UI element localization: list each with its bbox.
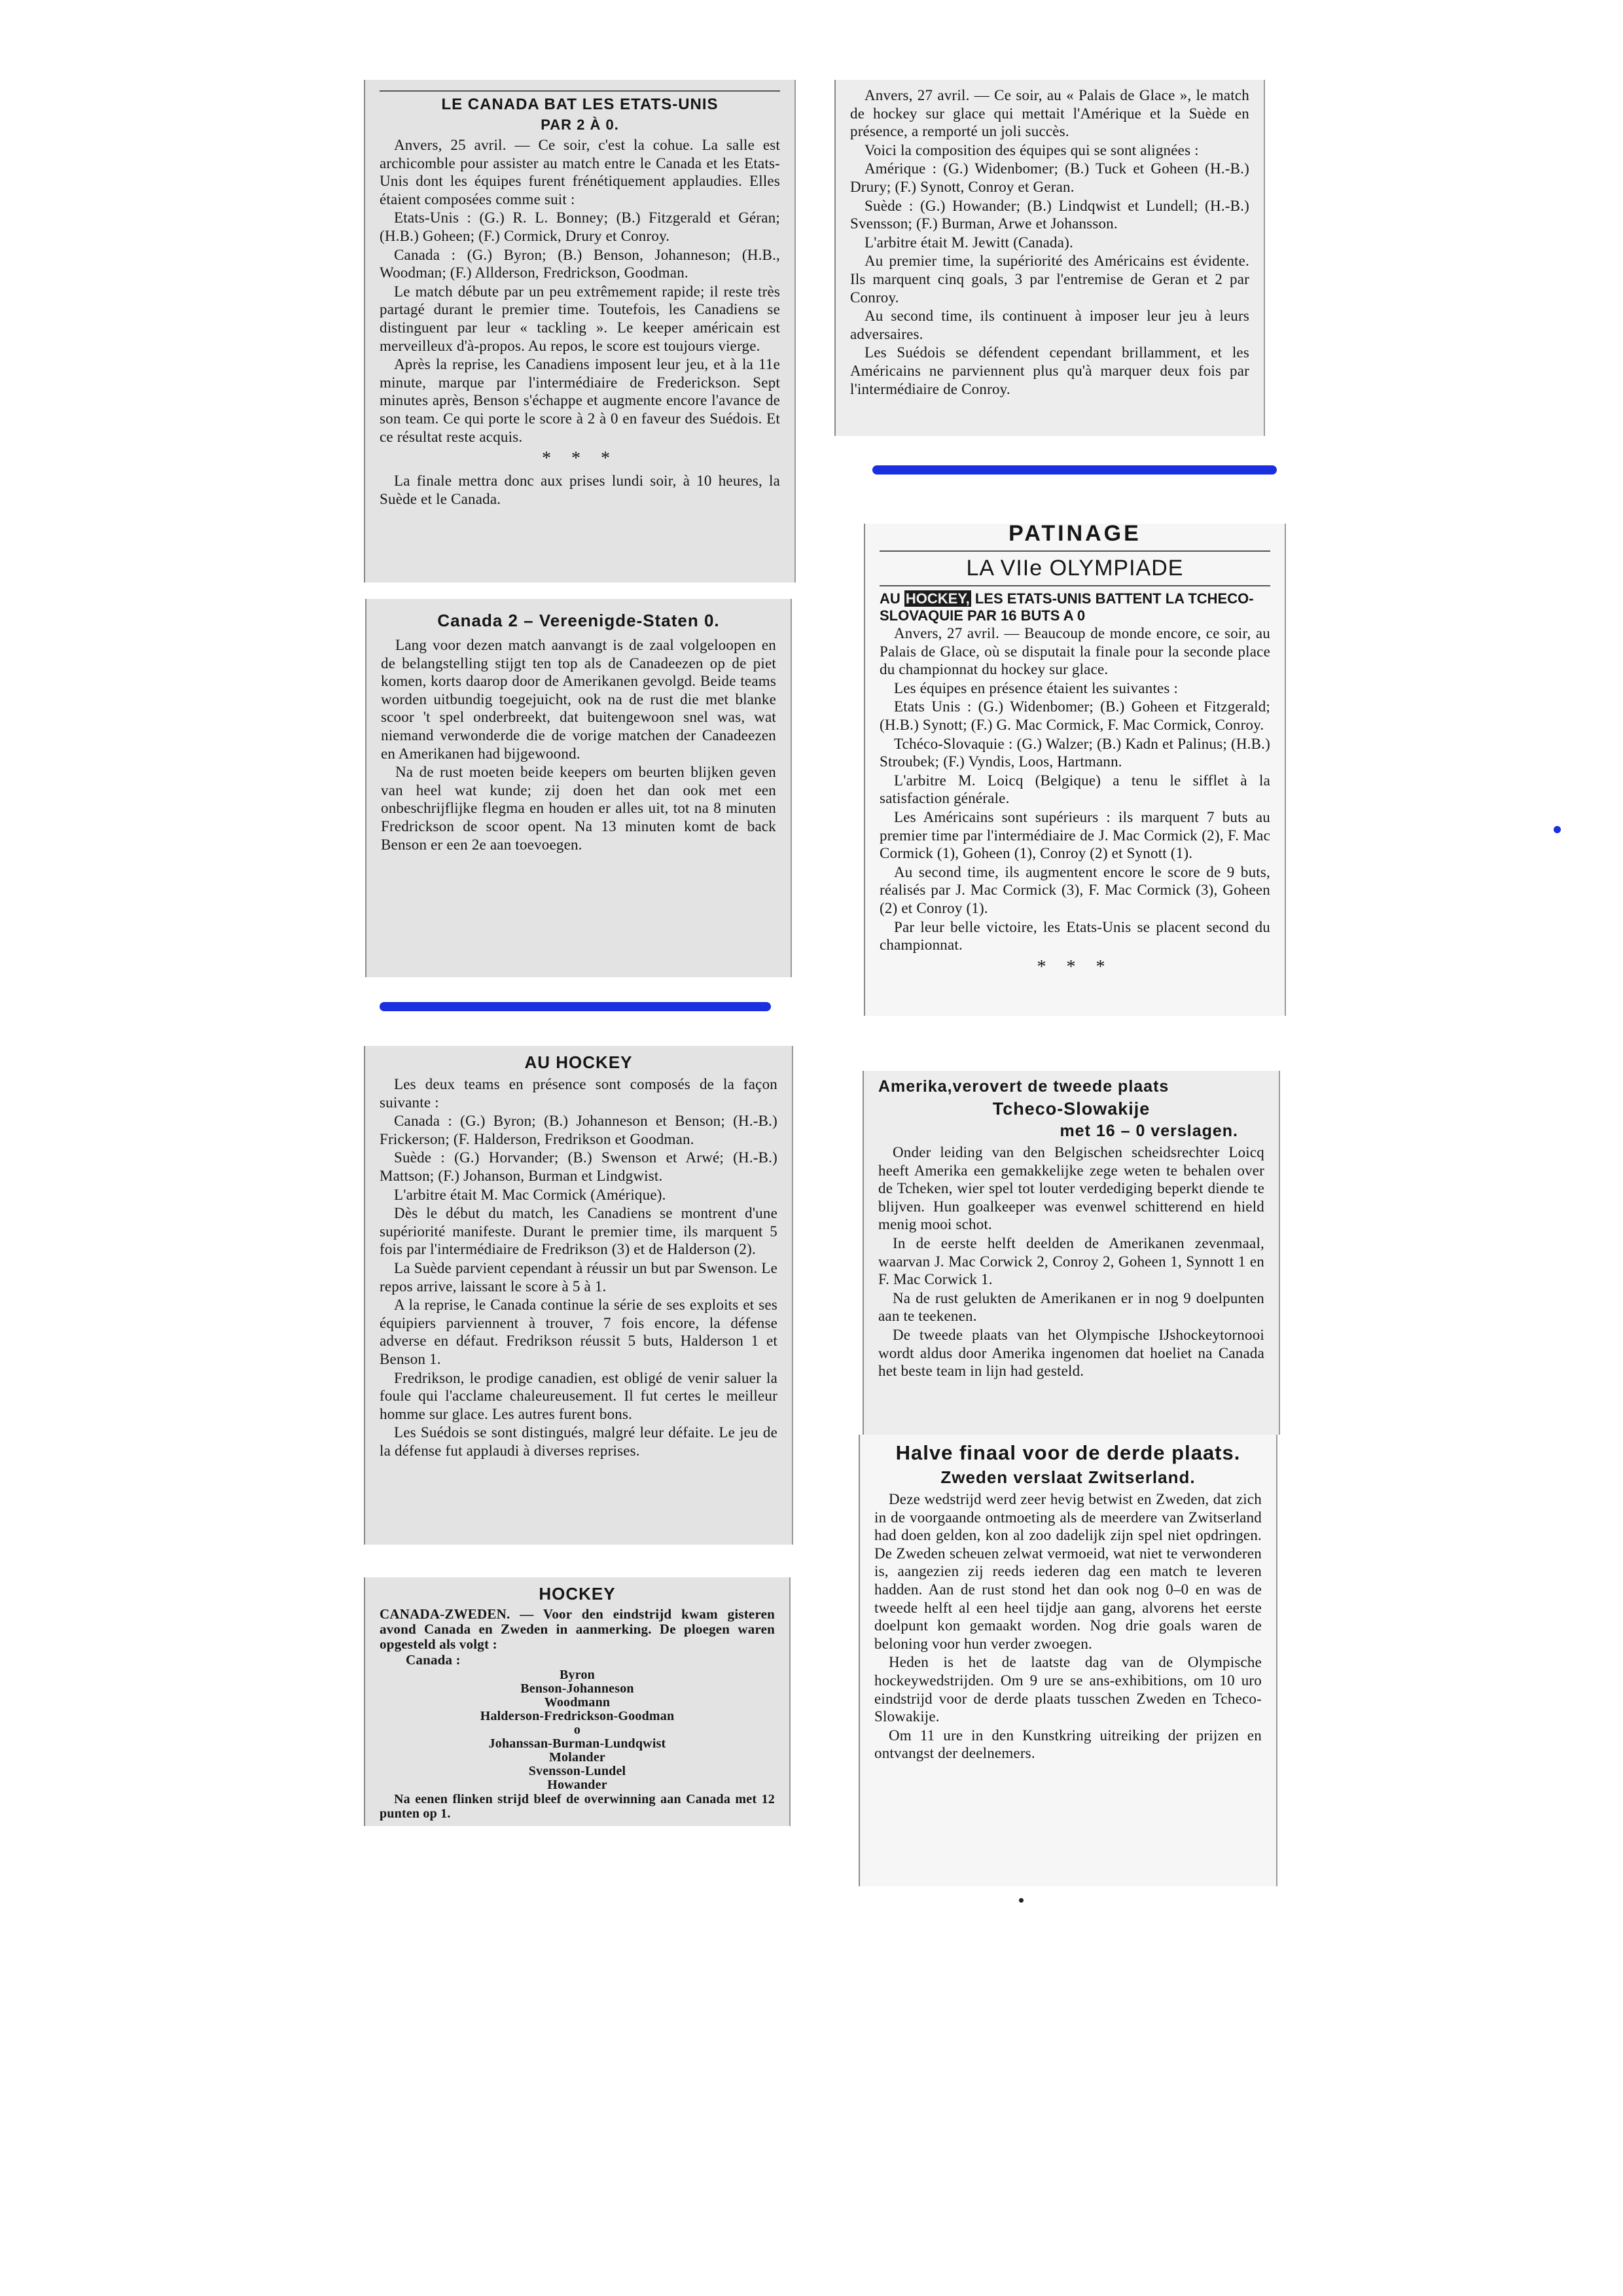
- paragraph: Les Suédois se défendent cependant brillamment, et les Américains ne parviennent plus qu'à marquer deux fois par l'intermédiaire de Conroy.: [850, 344, 1249, 397]
- paragraph: Heden is het de laatste dag van de Olympische hockeywedstrijden. Om 9 ure se ans-exhibitions, om 10 uro eindstrijd voor de derde plaats tusschen Zweden en Tcheco-Slowakije.: [874, 1654, 1262, 1725]
- blue-dot-marker: [1554, 826, 1561, 833]
- paragraph: Au second time, ils augmentent encore le score de 9 buts, réalisés par J. Mac Cormick (3), F. Mac Cormick (3), Goheen (2) et Conroy (1).: [880, 863, 1270, 916]
- paragraph: Na de rust moeten beide keepers om beurten blijken geven van heel wat kunde; zij doen het dan ook met een onbeschrijflijke flegma en houden er alles uit, tot na 8 minuten Fredrickson de scoor opent. Na 13 minuten komt de back Benson er een 2e aan toevoegen.: [381, 764, 776, 853]
- roster-line: Woodmann: [544, 1695, 611, 1710]
- clipping-title: Halve finaal voor de derde plaats.: [895, 1441, 1241, 1464]
- paragraph: Suède : (G.) Howander; (B.) Lindqwist et Lundell; (H.-B.) Svensson; (F.) Burman, Arwe et Johansson.: [850, 197, 1249, 232]
- clipping-canada-bat-etats-unis: [364, 80, 796, 583]
- paragraph: Canada : (G.) Byron; (B.) Johanneson et Benson; (H.-B.) Frickerson; (F. Halderson, Fredrikson et Goodman.: [380, 1113, 777, 1147]
- paragraph: Les Américains sont supérieurs : ils marquent 7 buts au premier time par l'intermédiaire de J. Mac Cormick (2), F. Mac Cormick (1), Goheen (1), Conroy (2) et Synott (1).: [880, 808, 1270, 862]
- paragraph: Par leur belle victoire, les Etats-Unis se placent second du championnat.: [880, 918, 1270, 954]
- paragraph: Tchéco-Slovaquie : (G.) Walzer; (B.) Kadn et Palinus; (H.B.) Stroubek; (F.) Vyndis, Loos, Hartmann.: [880, 735, 1270, 770]
- subtitle-rest: LES ETATS-UNIS BATTENT LA TCHECO-SLOVAQUIE PAR 16 BUTS A 0: [880, 590, 1254, 624]
- paragraph: Fredrikson, le prodige canadien, est obligé de venir saluer la foule qui l'acclame chaleureusement. Il fut certes le meilleur homme sur glace. Les autres furent bons.: [380, 1369, 777, 1422]
- paragraph: CANADA-ZWEDEN. — Voor den eindstrijd kwam gisteren avond Canada en Zweden in aanmerking. De ploegen waren opgesteld als volgt :: [380, 1606, 775, 1652]
- paragraph: Les deux teams en présence sont composés de la façon suivante :: [380, 1076, 777, 1111]
- roster-line: o: [573, 1723, 581, 1737]
- paragraph: Anvers, 27 avril. — Beaucoup de monde encore, ce soir, au Palais de Glace, où se disputait la finale pour la seconde place du championnat du hockey sur glace.: [880, 625, 1270, 678]
- team-label: Canada :: [406, 1652, 461, 1668]
- paragraph: L'arbitre M. Loicq (Belgique) a tenu le sifflet à la satisfaction générale.: [880, 772, 1270, 807]
- paragraph: Anvers, 25 avril. — Ce soir, c'est la cohue. La salle est archicomble pour assister au match entre le Canada et les Etats-Unis dont les équipes furent frénétiquement applaudies. Elles étaient composées comme suit :: [380, 137, 780, 207]
- clipping-canada-vereenigde-staten: [365, 599, 792, 977]
- clipping-title: LA VIIe OLYMPIADE: [966, 556, 1184, 581]
- clipping-title: Canada 2 – Vereenigde-Staten 0.: [437, 611, 720, 630]
- blue-divider-rule: [380, 1002, 771, 1011]
- subtitle-prefix: AU: [880, 590, 901, 607]
- small-dot-marker: [1019, 1898, 1024, 1903]
- clipping-title: Amerika,verovert de tweede plaats: [878, 1077, 1169, 1096]
- paragraph: La Suède parvient cependant à réussir un but par Swenson. Le repos arrive, laissant le score à 5 à 1.: [380, 1259, 777, 1295]
- divider: [880, 585, 1270, 586]
- paragraph: Amérique : (G.) Widenbomer; (B.) Tuck et Goheen (H.-B.) Drury; (F.) Synott, Conroy et Geran.: [850, 160, 1249, 195]
- paragraph: Deze wedstrijd werd zeer hevig betwist en Zweden, dat zich in de voorgaande ontmoeting als de meerdere van Zwitserland had doen gelden, kon al zoo dadelijk zijn spel niet opdringen. De Zweden scheuen zelwat vermoeid, wat niet te verwonderen is, aangezien zij reeds iederen dag een match te leveren hadden. Aan de rust stond het dan ook nog 0–0 en was de tweede helft al een heel tijdje aan gang, alvorens het eerste doelpunt kon gemaakt worden. Nog drie goals waren de beloning voor hun verder zwoegen.: [874, 1491, 1262, 1652]
- clipping-kicker: PATINAGE: [1008, 524, 1141, 546]
- paragraph: Anvers, 27 avril. — Ce soir, au « Palais de Glace », le match de hockey sur glace qui mettait l'Amérique et la Suède en présence, a remporté un joli succès.: [850, 87, 1249, 140]
- paragraph: Na eenen flinken strijd bleef de overwinning aan Canada met 12 punten op 1.: [380, 1792, 775, 1821]
- paragraph: L'arbitre était M. Jewitt (Canada).: [865, 234, 1073, 251]
- paragraph: Au second time, ils continuent à imposer leur jeu à leurs adversaires.: [850, 308, 1249, 342]
- paragraph: In de eerste helft deelden de Amerikanen zevenmaal, waarvan J. Mac Corwick 2, Conroy 2, Goheen 1, Synnott 1 en F. Mac Corwick 1.: [878, 1234, 1264, 1288]
- roster-line: Howander: [547, 1778, 607, 1792]
- roster-line: Halderson-Fredrickson-Goodman: [480, 1709, 675, 1723]
- blue-divider-rule: [872, 465, 1277, 475]
- roster-line: Johanssan-Burman-Lundqwist: [488, 1736, 666, 1751]
- paragraph: Lang voor dezen match aanvangt is de zaal volgeloopen en de belangstelling stijgt ten top als de Canadeezen op de piet komen, korts daarop door de Amerikanen gevolgd. Beide teams worden uitbundig toegejuicht, ook na de rust die met blanke scoor 't spel onderbreekt, dat buitengewoon snel was, wat niemand verwonderde die de vorige matchen der Canadeezen en Amerikanen had bijgewoond.: [381, 637, 776, 762]
- paragraph: La finale mettra donc aux prises lundi soir, à 10 heures, la Suède et le Canada.: [380, 473, 780, 507]
- paragraph: Les équipes en présence étaient les suivantes :: [894, 679, 1179, 696]
- clipping-patinage-olympiade: [864, 524, 1286, 1016]
- divider: [880, 550, 1270, 552]
- paragraph: Les Suédois se sont distingués, malgré leur défaite. Le jeu de la défense fut applaudi à diverses reprises.: [380, 1424, 777, 1459]
- roster-line: Svensson-Lundel: [528, 1764, 626, 1778]
- paragraph: L'arbitre était M. Mac Cormick (Amérique).: [394, 1186, 666, 1203]
- paragraph: Onder leiding van den Belgischen scheidsrechter Loicq heeft Amerika een gemakkelijke zege weten te behalen over de Tcheken, wier spel tot louter verdediging beperkt diende te blijven. Hun goalkeeper was evenwel schitterend en hield menig mooi schot.: [878, 1144, 1264, 1233]
- paragraph: A la reprise, le Canada continue la série de ses exploits et ses équipiers parviennent à trouver, 7 fois encore, la défense adverse en défaut. Fredrikson réussit 5 buts, Halderson 1 et Benson 1.: [380, 1297, 777, 1367]
- paragraph: Etats Unis : (G.) Widenbomer; (B.) Goheen et Fitzgerald; (H.B.) Synott; (F.) G. Mac Cormick, F. Mac Cormick, Conroy.: [880, 698, 1270, 733]
- clipping-subtitle: [880, 590, 1270, 624]
- clipping-subtitle: Tcheco-Slowakije: [992, 1099, 1150, 1119]
- clipping-title: HOCKEY: [539, 1584, 616, 1604]
- divider: [380, 90, 780, 92]
- paragraph: Na de rust gelukten de Amerikanen er in nog 9 doelpunten aan te teekenen.: [878, 1289, 1264, 1325]
- clipping-title: AU HOCKEY: [524, 1052, 633, 1072]
- stars-separator: * * *: [1037, 956, 1113, 977]
- paragraph: Au premier time, la supériorité des Américains est évidente. Ils marquent cinq goals, 3 par l'entremise de Geran et 2 par Conroy.: [850, 253, 1249, 306]
- clipping-hockey-canada-zweden: [364, 1577, 791, 1826]
- clipping-amerika-tweede-plaats: [863, 1071, 1280, 1435]
- paragraph: Canada : (G.) Byron; (B.) Benson, Johanneson; (H.B., Woodman; (F.) Allderson, Fredrickson, Goodman.: [380, 246, 780, 281]
- roster-line: Byron: [560, 1668, 595, 1682]
- roster-line: Molander: [548, 1750, 606, 1765]
- stars-separator: * * *: [542, 448, 618, 469]
- paragraph: Om 11 ure in den Kunstkring uitreiking der prijzen en ontvangst der deelnemers.: [874, 1727, 1262, 1762]
- clipping-subtitle: PAR 2 À 0.: [541, 117, 619, 133]
- clipping-halve-finaal: [859, 1435, 1277, 1886]
- roster-list: [380, 1668, 775, 1791]
- highlighted-keyword: HOCKEY,: [905, 590, 970, 607]
- clipping-title: LE CANADA BAT LES ETATS-UNIS: [441, 96, 719, 113]
- clipping-au-hockey: [364, 1046, 793, 1545]
- clipping-subtitle-score: met 16 – 0 verslagen.: [1060, 1122, 1238, 1140]
- paragraph: Dès le début du match, les Canadiens se montrent d'une supériorité manifeste. Durant le premier time, ils marquent 5 fois par l'intermédiaire de Fredrikson (3) et de Halderson (2).: [380, 1205, 777, 1258]
- paragraph: De tweede plaats van het Olympische IJshockeytornooi wordt aldus door Amerika ingenomen dat hoeliet na Canada het beste team in lijn had gesteld.: [878, 1326, 1264, 1380]
- paragraph: Le match débute par un peu extrêmement rapide; il reste très partagé durant le premier time. Toutefois, les Canadiens se distinguent par leur « tackling ». Le keeper américain est merveilleux d'à-propos. Au repos, le score est toujours vierge.: [380, 283, 780, 354]
- clipping-subtitle: Zweden verslaat Zwitserland.: [940, 1467, 1196, 1487]
- roster-line: Benson-Johanneson: [520, 1681, 634, 1696]
- paragraph: Après la reprise, les Canadiens imposent leur jeu, et à la 11e minute, marque par l'intermédiaire de Frederickson. Sept minutes après, Benson s'échappe et augmente encore l'avance de son team. Ce qui porte le score à 2 à 0 en faveur des Suédois. Et ce résultat reste acquis.: [380, 356, 780, 445]
- paragraph: Etats-Unis : (G.) R. L. Bonney; (B.) Fitzgerald et Géran; (H.B.) Goheen; (F.) Cormick, Drury et Conroy.: [380, 209, 780, 244]
- paragraph: Voici la composition des équipes qui se sont alignées :: [865, 141, 1199, 158]
- clipping-amerique-suede: [834, 80, 1265, 436]
- paragraph: Suède : (G.) Horvander; (B.) Swenson et Arwé; (H.-B.) Mattson; (F.) Johanson, Burman et Lindgwist.: [380, 1149, 777, 1184]
